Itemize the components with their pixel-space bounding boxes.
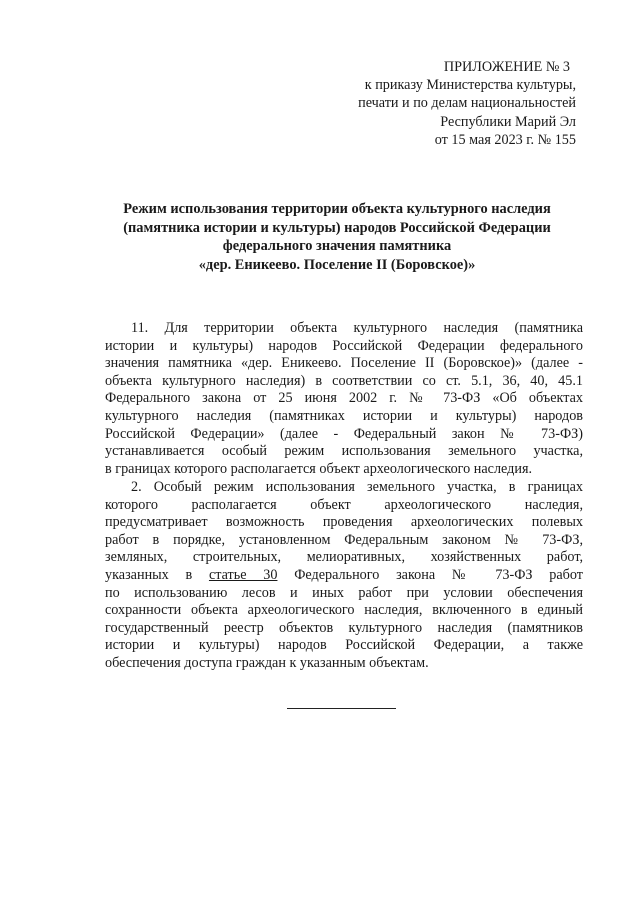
text-line: истории и культуры) народов Российской Федерации, а также: [105, 637, 583, 654]
text-line: сохранности объекта археологического наследия, включенного в единый: [105, 602, 583, 619]
document-title: [92, 200, 582, 274]
text-line: Российской Федерации» (далее - Федеральный закон № 73-ФЗ): [105, 425, 583, 442]
order-date-line: от 15 мая 2023 г. № 155: [434, 131, 576, 148]
text-fragment: указанных в: [105, 566, 209, 583]
ministry-line: печати и по делам национальностей: [358, 95, 576, 112]
text-line: по использованию лесов и иных работ при условии обеспечения: [105, 584, 583, 601]
appendix-header: [300, 58, 576, 149]
text-line: земляных, строительных, мелиоративных, хозяйственных работ,: [105, 549, 583, 566]
text-line: устанавливается особый режим использования земельного участка,: [105, 443, 583, 460]
text-line: государственный реестр объектов культурного наследия (памятников: [105, 619, 583, 636]
text-line: которого располагается объект археологического наследия,: [105, 496, 583, 513]
text-line: культурного наследия (памятниках истории и культуры) народов: [105, 407, 583, 424]
title-line: (памятника истории и культуры) народов Российской Федерации: [123, 219, 551, 236]
text-line: значения памятника «дер. Еникеево. Поселение II (Боровское)» (далее -: [105, 355, 583, 372]
text-line: истории и культуры) народов Российской Федерации федерального: [105, 337, 583, 354]
closing-separator-line: [287, 708, 396, 709]
text-fragment: Федерального закона № 73-ФЗ работ: [277, 566, 583, 583]
text-line: в границах которого располагается объект археологического наследия.: [105, 460, 533, 477]
title-line: «дер. Еникеево. Поселение II (Боровское)»: [198, 256, 476, 273]
republic-line: Республики Марий Эл: [440, 113, 576, 130]
text-line: работ в порядке, установленном Федеральным законом № 73-ФЗ,: [105, 531, 583, 548]
order-line: к приказу Министерства культуры,: [364, 77, 576, 94]
article-30-link[interactable]: статье 30: [208, 566, 278, 583]
text-line: объекта культурного наследия) в соответствии со ст. 5.1, 36, 40, 45.1: [105, 372, 583, 389]
text-line: обеспечения доступа граждан к указанным объектам.: [105, 654, 429, 671]
paragraph-1: [105, 320, 583, 478]
text-line-with-link: [105, 567, 583, 585]
title-line: федерального значения памятника: [222, 238, 452, 254]
text-line: предусматривает возможность проведения археологических полевых: [105, 514, 583, 531]
text-line: Федерального закона от 25 июня 2002 г. № 73-ФЗ «Об объектах: [105, 390, 583, 407]
paragraph-2: [105, 479, 583, 673]
appendix-number: ПРИЛОЖЕНИЕ № 3: [443, 59, 570, 75]
text-line: 11. Для территории объекта культурного наследия (памятника: [131, 320, 583, 336]
title-line: Режим использования территории объекта культурного наследия: [123, 201, 551, 217]
text-line: 2. Особый режим использования земельного участка, в границах: [131, 479, 583, 495]
